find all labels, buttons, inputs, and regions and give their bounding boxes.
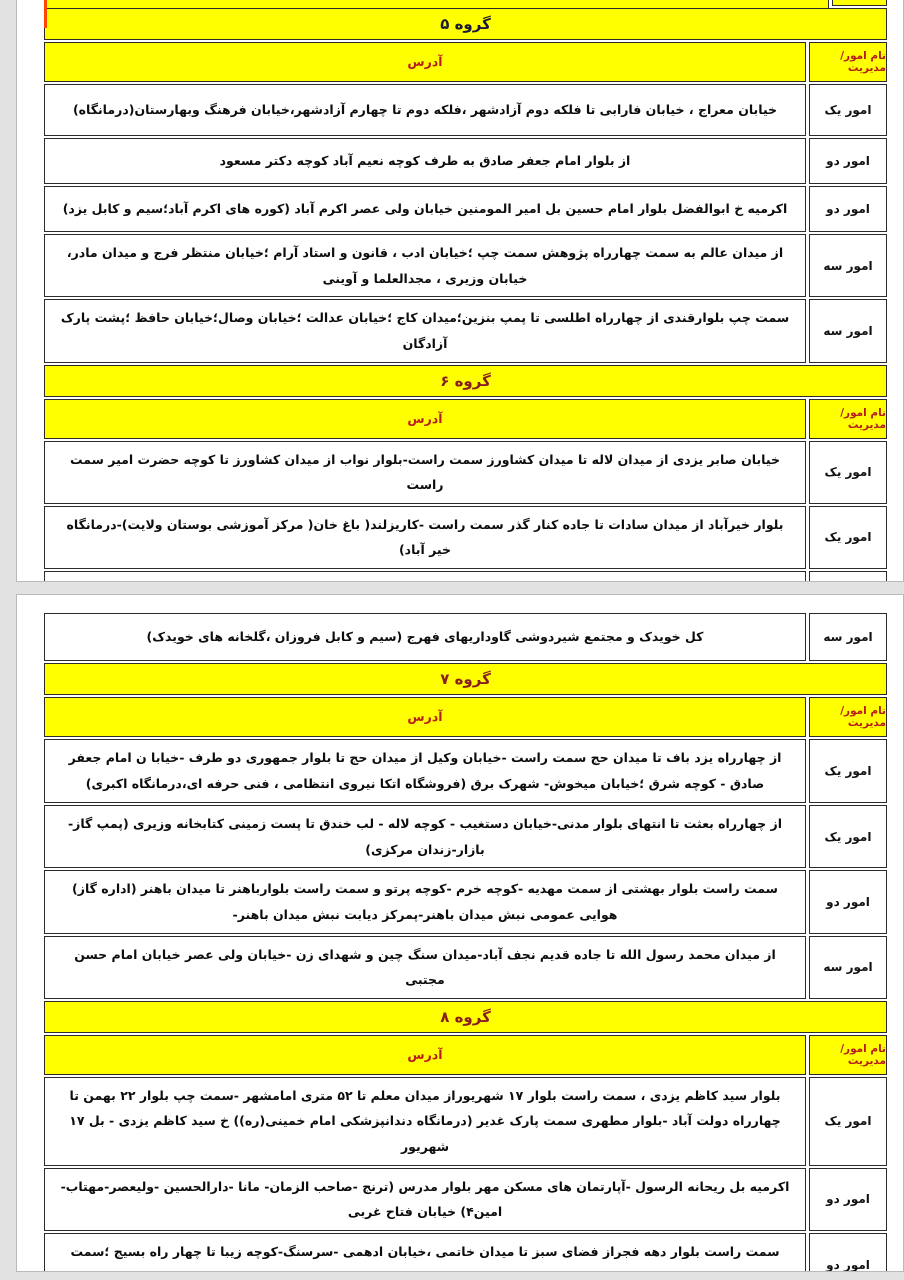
- group-title: گروه ۸: [440, 1007, 491, 1026]
- group-header-cell: [44, 365, 887, 397]
- department-cell: امور یک: [809, 84, 887, 136]
- department-cell: امور سه: [809, 234, 887, 297]
- department-cell: امور دو: [809, 1168, 887, 1231]
- address-cell: [44, 1077, 806, 1166]
- address-cell: [44, 234, 806, 297]
- address-text: سمت چپ بلوارقندی از چهارراه اطلسی تا پمپ بنزین؛میدان کاج ؛خیابان عدالت ؛خیابان وصال؛خیابان حافظ ؛پشت پارک آزادگان: [60, 310, 790, 351]
- address-cell: [44, 186, 806, 232]
- address-cell: [44, 84, 806, 136]
- group-title: گروه ۵: [440, 15, 491, 33]
- table-row: [44, 506, 887, 569]
- address-text: اکرمیه خ ابوالفضل بلوار امام حسین بل امیر المومنین خیابان ولی عصر اکرم آباد (کوره های اکرم آباد؛سیم و کابل یزد): [62, 201, 788, 217]
- address-text: سمت راست بلوار دهه فجراز فضای سبز تا میدان خاتمی ،خیابان ادهمی -سرسنگ-کوچه زیبا تا چهار راه بسیج ؛سمت: [70, 1243, 780, 1259]
- group-header-row: [44, 663, 887, 695]
- table-row: [44, 1168, 887, 1231]
- group-title: گروه ۶: [440, 371, 491, 390]
- department-cell: امور دو: [809, 138, 887, 184]
- department-cell: امور دو: [809, 1233, 887, 1272]
- column-header-address-label: آدرس: [407, 410, 443, 426]
- table-row: [44, 441, 887, 504]
- address-cell: [44, 506, 806, 569]
- department-cell: امور یک: [809, 441, 887, 504]
- table-row: [44, 739, 887, 803]
- address-text: از بلوار امام جعفر صادق به طرف کوچه نعیم آباد کوچه دکتر مسعود: [219, 153, 631, 169]
- department-cell: [809, 571, 887, 582]
- column-header-name: نام امور/مدیریت: [809, 399, 887, 439]
- address-text: بلوار خیرآباد از میدان سادات تا جاده کنار گذر سمت راست -کاریزلند( باغ خان( مرکز آموزشی بوستان ولایت)-درمانگاه خیر آباد): [66, 516, 784, 558]
- column-header-address: [44, 399, 806, 439]
- table-row: [44, 234, 887, 297]
- group-header-row: [44, 365, 887, 397]
- address-cell: [44, 870, 806, 933]
- address-cell: [44, 1233, 806, 1272]
- address-cell: [44, 571, 806, 582]
- column-header-address: [44, 1035, 806, 1075]
- address-cell: [44, 441, 806, 504]
- department-cell: امور یک: [809, 739, 887, 803]
- page-2: [16, 594, 904, 1272]
- department-cell: امور سه: [809, 613, 887, 661]
- address-text: از میدان عالم به سمت چهارراه پژوهش سمت چپ ؛خیابان ادب ، قانون و استاد آرام ؛خیابان منتظر فرج و میدان مادر، خیابان وزیری ، مجدالعلما و آوینی: [66, 245, 784, 286]
- address-text: از چهارراه بعثت تا انتهای بلوار مدنی-خیابان دستغیب - کوچه لاله - لب خندق تا پست زمینی کتابخانه وزیری (پمپ گاز-بازار-زندان مرکزی): [67, 816, 783, 857]
- table-row: [44, 571, 887, 582]
- department-cell: امور سه: [809, 936, 887, 999]
- group-header-row: [44, 1001, 887, 1033]
- column-header-row: [44, 42, 887, 82]
- outage-schedule-table: [44, 613, 887, 1272]
- table-row: [44, 936, 887, 999]
- address-cell: [44, 1168, 806, 1231]
- group-title: گروه ۷: [440, 670, 491, 688]
- column-header-row: [44, 697, 887, 737]
- page-1: [16, 0, 904, 582]
- column-header-name: نام امور/مدیریت: [809, 697, 887, 737]
- address-text: کل خویدک و مجتمع شیردوشی گاوداریهای فهرج (سیم و کابل فروزان ،گلخانه های خویدک): [146, 629, 704, 645]
- table-row: [44, 613, 887, 661]
- address-text: خیابان صابر یزدی از میدان لاله تا میدان کشاورز سمت راست-بلوار نواب از میدان کشاورز تا کوچه حضرت امیر سمت راست: [70, 451, 780, 493]
- address-text: [55, 577, 795, 582]
- address-cell: [44, 299, 806, 362]
- column-header-address: [44, 697, 806, 737]
- table-row: [44, 186, 887, 232]
- red-border-fragment: [44, 0, 47, 28]
- column-header-name: نام امور/مدیریت: [809, 1035, 887, 1075]
- address-text: از میدان محمد رسول الله تا جاده قدیم نجف آباد-میدان سنگ چین و شهدای زن -خیابان ولی عصر خیابان امام حسن مجتبی: [74, 946, 776, 988]
- department-cell: امور دو: [809, 186, 887, 232]
- table-row: [44, 84, 887, 136]
- table-row: [44, 1233, 887, 1272]
- column-header-address: [44, 42, 806, 82]
- address-cell: [44, 613, 806, 661]
- address-cell: [44, 805, 806, 868]
- column-header-row: [44, 1035, 887, 1075]
- group-header-cell: [44, 1001, 887, 1033]
- table-row: [44, 138, 887, 184]
- column-header-address-label: آدرس: [407, 54, 443, 70]
- column-header-row: [44, 399, 887, 439]
- column-header-address-label: آدرس: [407, 1046, 443, 1062]
- department-cell: امور دو: [809, 870, 887, 933]
- address-text: سمت راست بلوار بهشتی از سمت مهدیه -کوچه خرم -کوچه پرتو و سمت راست بلوارباهنر تا میدان باهنر (اداره گاز) هوایی عمومی نبش میدان باهنر-پمرکز دیابت نبش میدان باهنر-: [72, 881, 778, 922]
- group-header-cell: [44, 663, 887, 695]
- table-row: [44, 870, 887, 933]
- department-cell: امور یک: [809, 1077, 887, 1166]
- column-header-name: نام امور/مدیریت: [809, 42, 887, 82]
- outage-schedule-table: [44, 0, 887, 582]
- department-cell: امور سه: [809, 299, 887, 362]
- address-cell: [44, 138, 806, 184]
- department-cell: امور یک: [809, 805, 887, 868]
- address-text: خیابان معراج ، خیابان فارابی تا فلکه دوم آزادشهر ،فلکه دوم تا چهارم آزادشهر،خیابان فرهنگ وبهارستان(درمانگاه): [72, 102, 778, 118]
- column-header-address-label: آدرس: [407, 709, 443, 725]
- address-cell: [44, 739, 806, 803]
- address-text: اکرمیه بل ریحانه الرسول -آپارتمان های مسکن مهر بلوار مدرس (ترنج -صاحب الزمان- مانا -دارالحسین -ولیعصر-مهتاب-امین۴) خیابان فتاح غربی: [60, 1178, 790, 1220]
- cutoff-name-cell: [832, 0, 887, 6]
- table-row: [44, 1077, 887, 1166]
- group-header-row: [44, 8, 887, 40]
- table-row: [44, 805, 887, 868]
- address-text: از چهارراه یزد باف تا میدان حج سمت راست -خیابان وکیل از میدان حج تا بلوار جمهوری دو طرف -خیابا ن امام جعفر صادق - کوچه شرق ؛خیابان میخوش- شهرک برق (فروشگاه اتکا نیروی انتظامی ، فنی حرفه ای،درمانگاه اکبری): [68, 750, 782, 791]
- cutoff-row: [44, 0, 887, 6]
- department-cell: امور یک: [809, 506, 887, 569]
- address-text: بلوار سید کاظم یزدی ، سمت راست بلوار ۱۷ شهریوراز میدان معلم تا ۵۲ متری امامشهر -سمت چپ بلوار ۲۲ بهمن تا چهارراه دولت آباد -بلوار مطهری سمت پارک غدیر (درمانگاه دندانپزشکی امام خمینی(ره)) خ سید کاظم یزدی - بل ۱۷ شهریور: [69, 1087, 781, 1154]
- group-header-cell: [44, 8, 887, 40]
- address-cell: [44, 936, 806, 999]
- table-row: [44, 299, 887, 362]
